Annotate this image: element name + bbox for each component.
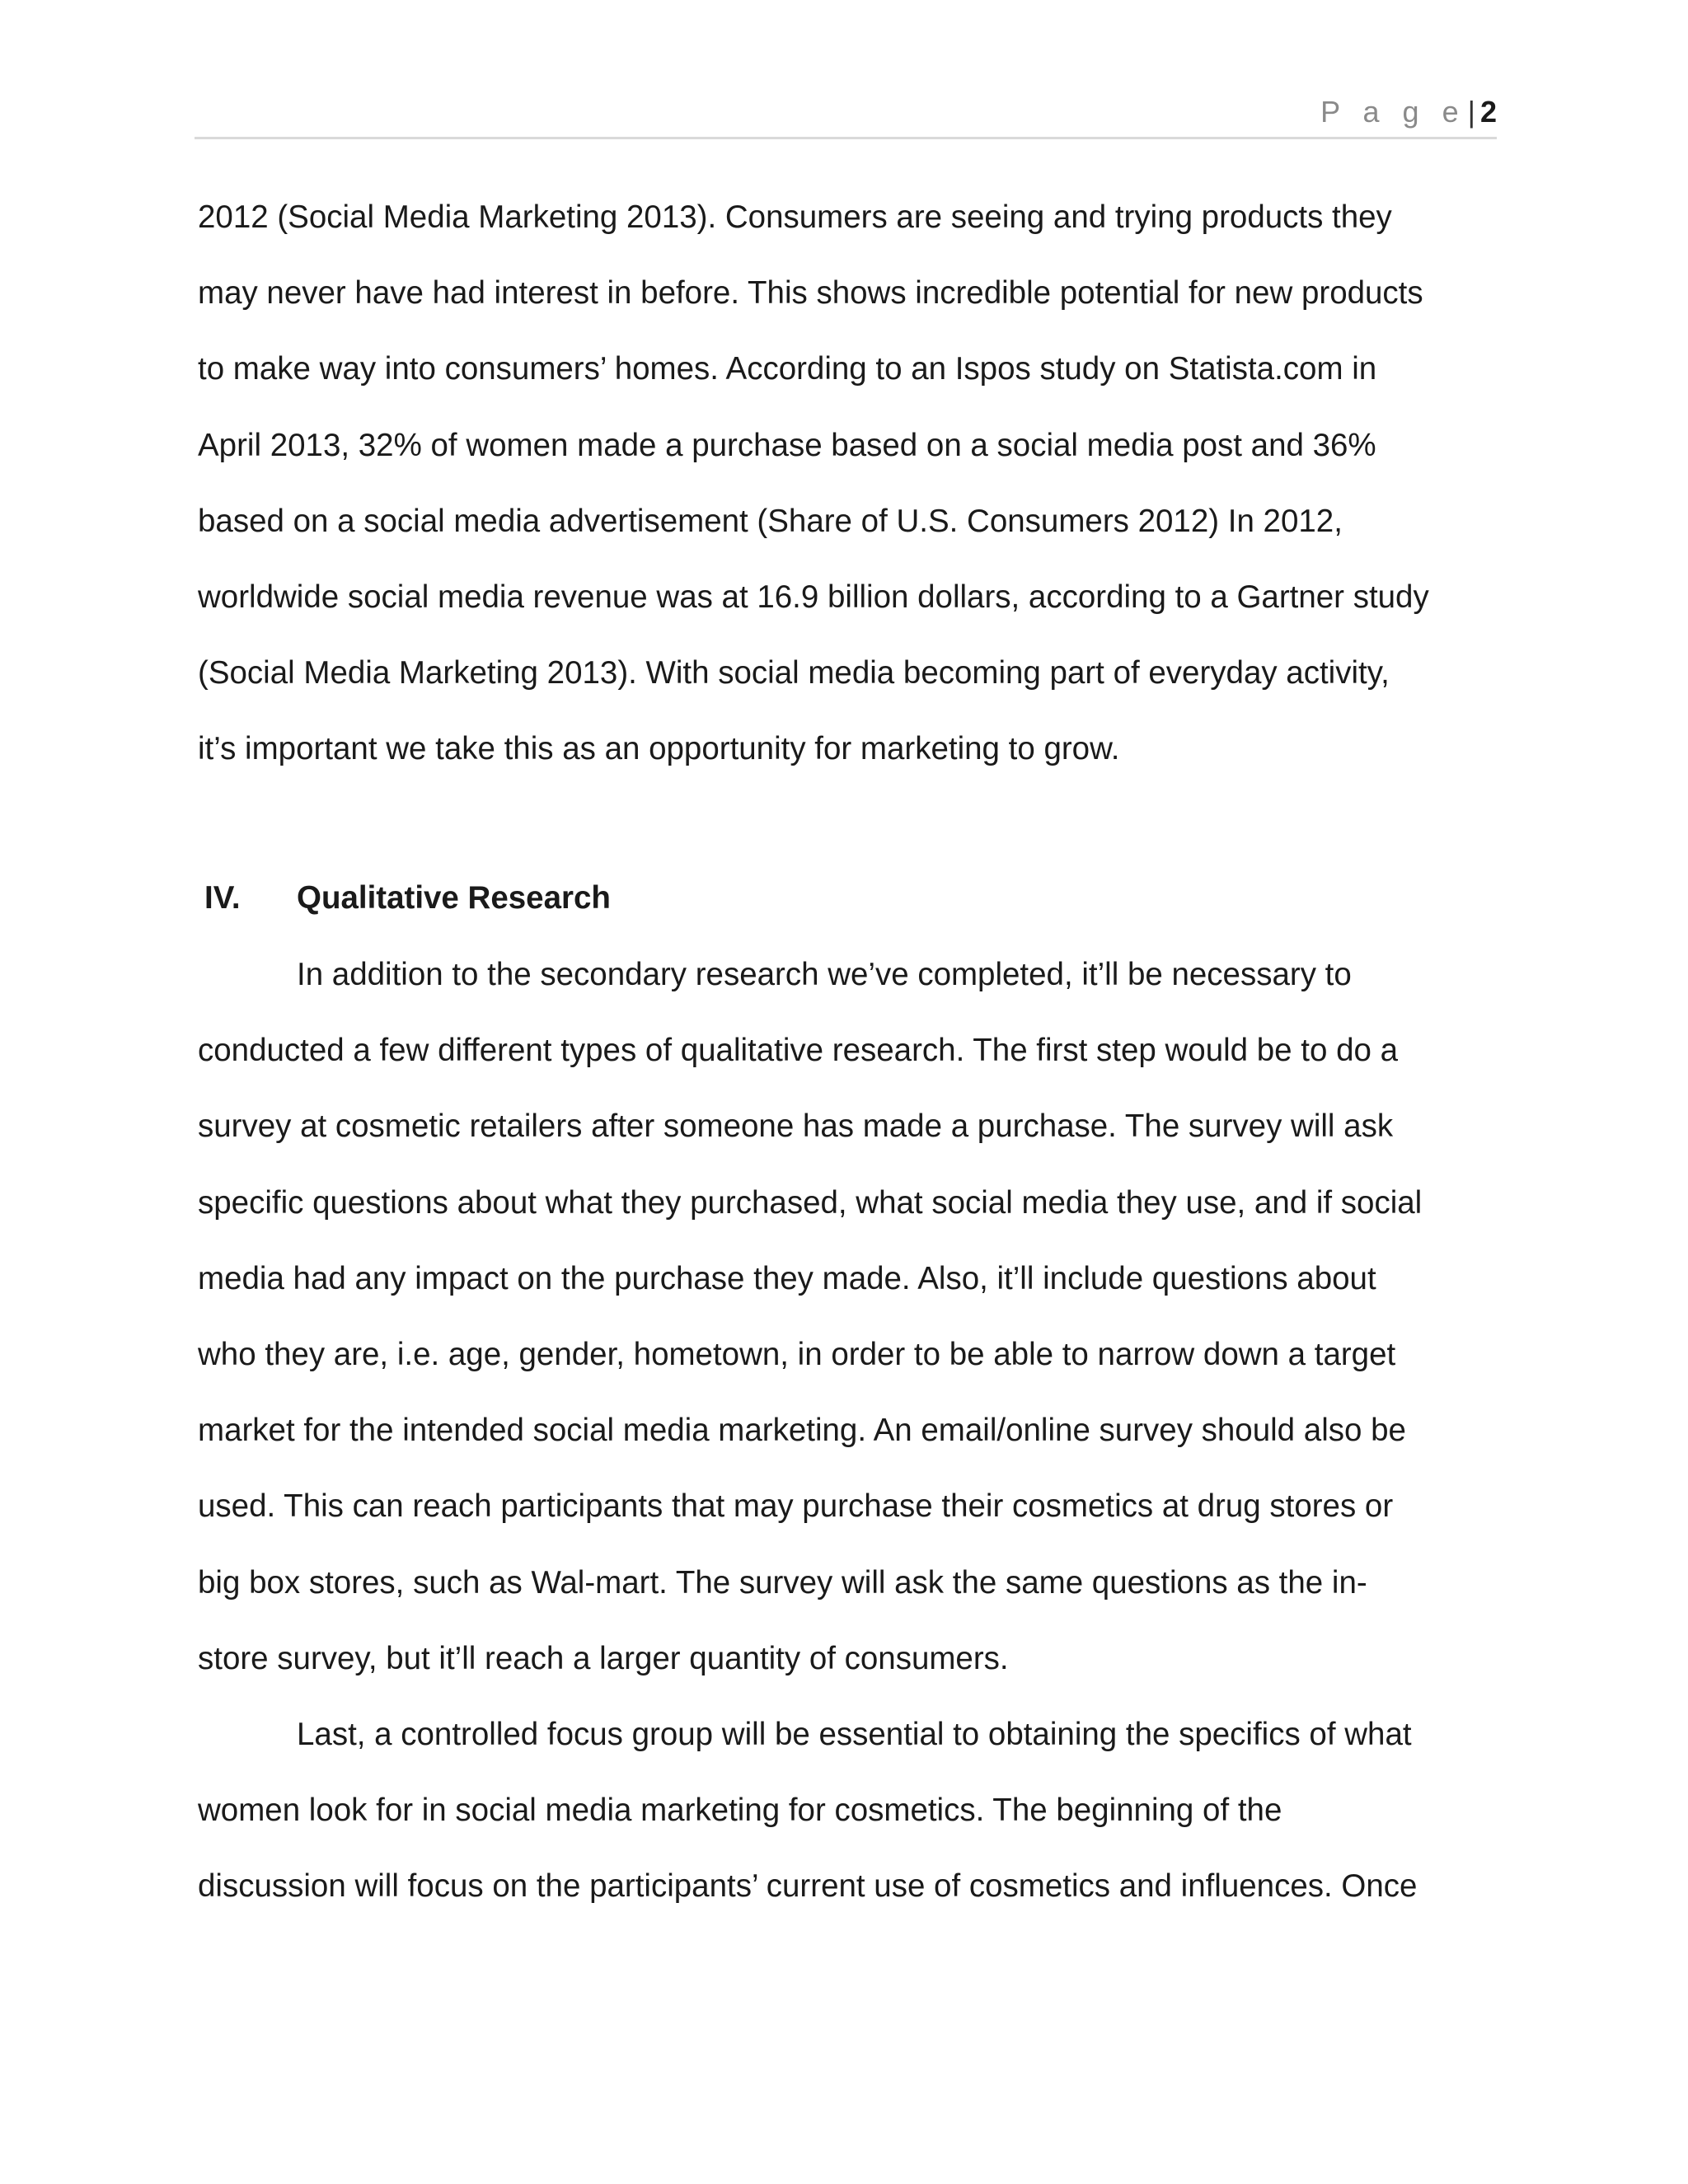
text-line: worldwide social media revenue was at 16.9 billion dollars, according to a Gartner study (198, 579, 1429, 615)
page-number-label (1320, 96, 1497, 129)
section-title: Qualitative Research (297, 880, 611, 916)
text-line: used. This can reach participants that may purchase their cosmetics at drug stores or (198, 1488, 1394, 1525)
text-line: who they are, i.e. age, gender, hometown, in order to be able to narrow down a target (198, 1336, 1396, 1372)
section-heading (204, 874, 611, 923)
text-line: it’s important we take this as an opportunity for marketing to grow. (198, 731, 1120, 767)
text-line: to make way into consumers’ homes. According to an Ispos study on Statista.com in (198, 351, 1377, 387)
text-line: discussion will focus on the participants’ current use of cosmetics and influences. Once (198, 1868, 1418, 1905)
text-line: store survey, but it’ll reach a larger quantity of consumers. (198, 1640, 1009, 1676)
paragraph-2 (198, 937, 1492, 1697)
text-line: specific questions about what they purchased, what social media they use, and if social (198, 1184, 1423, 1221)
text-line: based on a social media advertisement (Share of U.S. Consumers 2012) In 2012, (198, 503, 1343, 539)
page-separator: | (1467, 95, 1475, 129)
text-line: 2012 (Social Media Marketing 2013). Consumers are seeing and trying products they (198, 199, 1392, 235)
body-text-block-1 (198, 180, 1492, 788)
text-line: big box stores, such as Wal-mart. The survey will ask the same questions as the in- (198, 1564, 1367, 1601)
text-line: April 2013, 32% of women made a purchase based on a social media post and 36% (198, 427, 1376, 463)
section-number: IV. (204, 880, 241, 916)
page-word: P a g e (1320, 95, 1466, 129)
page-header (195, 89, 1497, 139)
text-line: market for the intended social media marketing. An email/online survey should also be (198, 1413, 1406, 1449)
page-number: 2 (1479, 95, 1497, 129)
text-line: may never have had interest in before. This shows incredible potential for new products (198, 275, 1423, 312)
text-line: media had any impact on the purchase they made. Also, it’ll include questions about (198, 1260, 1376, 1296)
paragraph-3 (198, 1697, 1492, 1925)
text-line: conducted a few different types of qualitative research. The first step would be to do a (198, 1033, 1399, 1069)
paragraph-1 (198, 180, 1492, 788)
text-line: (Social Media Marketing 2013). With social media becoming part of everyday activity, (198, 655, 1390, 691)
body-text-block-2 (198, 937, 1492, 1924)
text-line: Last, a controlled focus group will be essential to obtaining the specifics of what (297, 1716, 1412, 1752)
text-line: women look for in social media marketing for cosmetics. The beginning of the (198, 1793, 1282, 1829)
text-line: survey at cosmetic retailers after someone has made a purchase. The survey will ask (198, 1108, 1394, 1145)
text-line: In addition to the secondary research we’ve completed, it’ll be necessary to (297, 957, 1352, 992)
